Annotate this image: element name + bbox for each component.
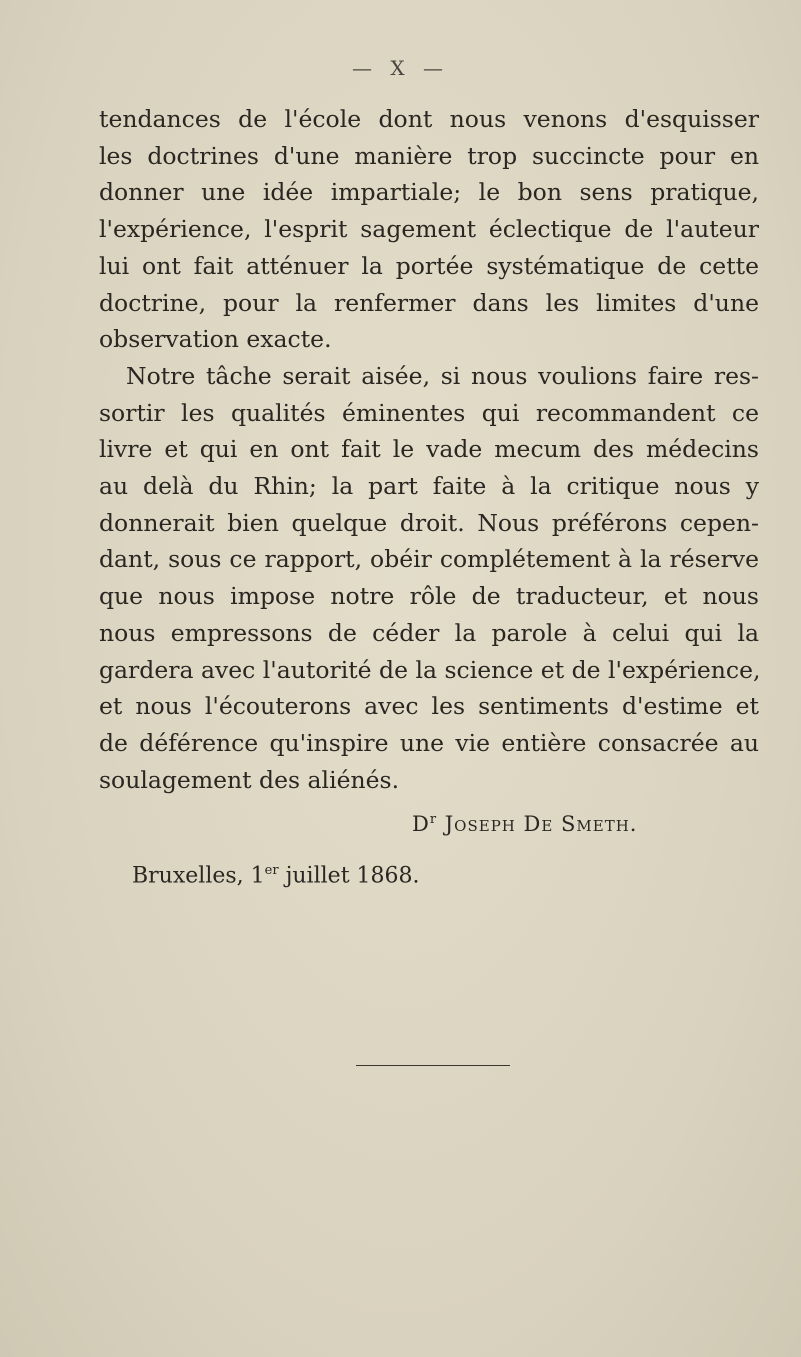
date-text: juillet 1868. bbox=[278, 863, 420, 889]
ordinal-sup: er bbox=[264, 863, 279, 878]
text-line: et nous l'écouterons avec les sentiments d'estime et bbox=[99, 692, 759, 721]
text-line: au delà du Rhin; la part faite à la critique nous y bbox=[99, 472, 759, 501]
text-line: observation exacte. bbox=[99, 325, 332, 354]
text-line: soulagement des aliénés. bbox=[99, 765, 400, 794]
text-line: gardera avec l'autorité de la science et de l'expérience, bbox=[99, 655, 761, 684]
text-line: lui ont fait atténuer la portée systématique de cette bbox=[99, 251, 759, 280]
text-line: doctrine, pour la renfermer dans les limites d'une bbox=[99, 288, 759, 317]
text-line: dant, sous ce rapport, obéir complétement à la réserve bbox=[99, 545, 759, 574]
closing-rule bbox=[356, 1065, 510, 1066]
text-line: l'expérience, l'esprit sagement éclectique de l'auteur bbox=[99, 215, 759, 244]
text-line: nous empressons de céder la parole à celui qui la bbox=[99, 618, 759, 647]
text-line: que nous impose notre rôle de traducteur, et nous bbox=[99, 582, 759, 611]
body-text bbox=[99, 101, 759, 798]
place-date bbox=[132, 863, 420, 888]
text-line: sortir les qualités éminentes qui recommandent ce bbox=[99, 398, 759, 427]
signature bbox=[412, 812, 637, 836]
text-line: Notre tâche serait aisée, si nous voulions faire res- bbox=[126, 361, 759, 390]
text-line: donner une idée impartiale; le bon sens pratique, bbox=[99, 178, 759, 207]
signature-name: Joseph De Smeth. bbox=[444, 812, 638, 836]
place-city: Bruxelles, 1 bbox=[132, 863, 265, 889]
text-line: livre et qui en ont fait le vade mecum des médecins bbox=[99, 435, 759, 464]
page-number: — X — bbox=[352, 56, 449, 80]
text-line: donnerait bien quelque droit. Nous préférons cepen- bbox=[99, 508, 759, 537]
text-line: les doctrines d'une manière trop succincte pour en bbox=[99, 141, 759, 170]
signature-title: D bbox=[412, 812, 430, 836]
text-line: de déférence qu'inspire une vie entière consacrée au bbox=[99, 728, 759, 757]
signature-title-sup: r bbox=[429, 812, 438, 827]
text-line: tendances de l'école dont nous venons d'esquisser bbox=[99, 105, 759, 133]
